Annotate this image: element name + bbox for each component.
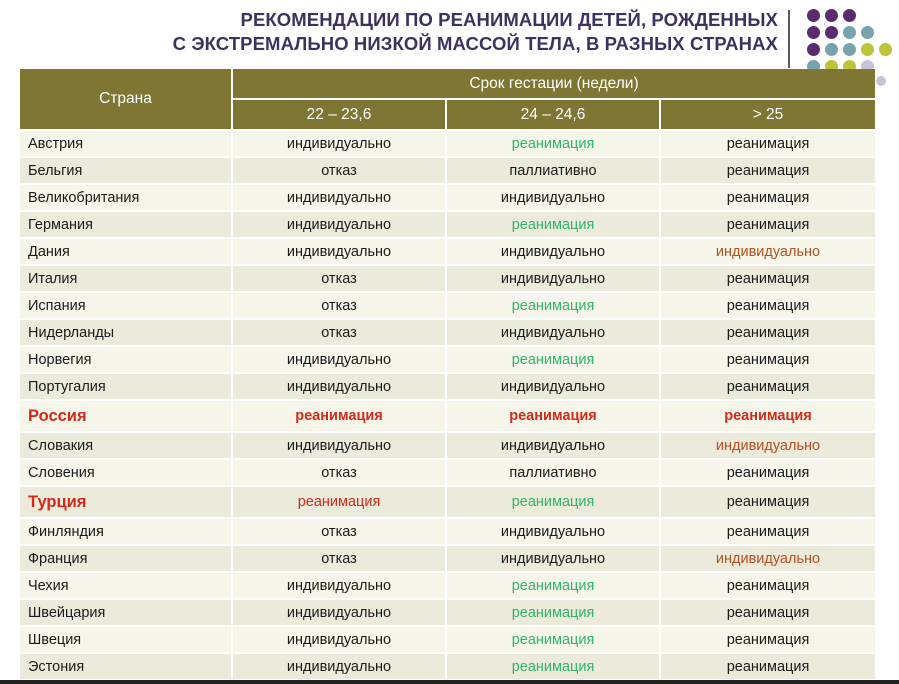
value-cell: реанимация (661, 131, 875, 156)
country-cell: Нидерланды (20, 320, 231, 345)
table-row (20, 600, 875, 625)
table-row (20, 158, 875, 183)
dot-decoration (807, 26, 820, 39)
table-row (20, 654, 875, 679)
country-cell: Норвегия (20, 347, 231, 372)
value-cell: индивидуально (661, 433, 875, 458)
value-cell: отказ (233, 460, 445, 485)
table-row (20, 293, 875, 318)
country-cell: Великобритания (20, 185, 231, 210)
table-row (20, 433, 875, 458)
value-cell: паллиативно (447, 460, 659, 485)
country-cell: Испания (20, 293, 231, 318)
table-row (20, 185, 875, 210)
value-cell: реанимация (661, 487, 875, 517)
dot-decoration (876, 76, 886, 86)
value-cell: отказ (233, 320, 445, 345)
bottom-bar (0, 680, 899, 684)
table-row (20, 401, 875, 431)
title-line-1: РЕКОМЕНДАЦИИ ПО РЕАНИМАЦИИ ДЕТЕЙ, РОЖДЕННЫХ (240, 9, 778, 30)
resuscitation-table (20, 69, 875, 679)
value-cell: индивидуально (447, 374, 659, 399)
value-cell: реанимация (447, 347, 659, 372)
value-cell: реанимация (447, 627, 659, 652)
value-cell: индивидуально (233, 239, 445, 264)
value-cell: реанимация (447, 654, 659, 679)
header-col-2: 24 – 24,6 (447, 100, 659, 129)
value-cell: реанимация (661, 320, 875, 345)
value-cell: индивидуально (447, 546, 659, 571)
table-row (20, 573, 875, 598)
value-cell: реанимация (661, 460, 875, 485)
value-cell: индивидуально (447, 239, 659, 264)
country-cell: Италия (20, 266, 231, 291)
value-cell: реанимация (661, 654, 875, 679)
title-line-2: С ЭКСТРЕМАЛЬНО НИЗКОЙ МАССОЙ ТЕЛА, В РАЗНЫХ СТРАНАХ (172, 33, 778, 54)
title-divider (788, 10, 790, 68)
value-cell: индивидуально (661, 239, 875, 264)
slide-title (60, 8, 778, 56)
table-row (20, 627, 875, 652)
country-cell: Словения (20, 460, 231, 485)
table-row (20, 546, 875, 571)
value-cell: реанимация (661, 401, 875, 431)
table-row (20, 239, 875, 264)
table-header (20, 69, 875, 129)
value-cell: реанимация (447, 401, 659, 431)
dot-decoration (843, 9, 856, 22)
country-cell: Чехия (20, 573, 231, 598)
dot-decoration (825, 26, 838, 39)
value-cell: индивидуально (233, 627, 445, 652)
value-cell: реанимация (447, 573, 659, 598)
value-cell: индивидуально (233, 374, 445, 399)
value-cell: индивидуально (233, 131, 445, 156)
header-col-3: > 25 (661, 100, 875, 129)
header-col-1: 22 – 23,6 (233, 100, 445, 129)
value-cell: реанимация (661, 212, 875, 237)
country-cell: Австрия (20, 131, 231, 156)
country-cell: Эстония (20, 654, 231, 679)
country-cell: Бельгия (20, 158, 231, 183)
value-cell: реанимация (447, 600, 659, 625)
dot-decoration (843, 43, 856, 56)
value-cell: индивидуально (447, 320, 659, 345)
table-row (20, 212, 875, 237)
country-cell: Словакия (20, 433, 231, 458)
table-row (20, 320, 875, 345)
value-cell: индивидуально (233, 212, 445, 237)
country-cell: Португалия (20, 374, 231, 399)
value-cell: индивидуально (447, 266, 659, 291)
value-cell: реанимация (447, 293, 659, 318)
country-cell: Швейцария (20, 600, 231, 625)
dot-decoration (825, 9, 838, 22)
value-cell: индивидуально (233, 185, 445, 210)
table-row (20, 347, 875, 372)
value-cell: отказ (233, 158, 445, 183)
value-cell: реанимация (233, 401, 445, 431)
value-cell: отказ (233, 519, 445, 544)
value-cell: реанимация (661, 185, 875, 210)
value-cell: реанимация (661, 573, 875, 598)
value-cell: реанимация (661, 293, 875, 318)
country-cell: Германия (20, 212, 231, 237)
value-cell: индивидуально (661, 546, 875, 571)
country-cell: Финляндия (20, 519, 231, 544)
dot-decoration (879, 43, 892, 56)
value-cell: отказ (233, 266, 445, 291)
value-cell: индивидуально (447, 185, 659, 210)
value-cell: реанимация (447, 212, 659, 237)
value-cell: реанимация (661, 374, 875, 399)
table-body (20, 131, 875, 679)
value-cell: отказ (233, 293, 445, 318)
value-cell: реанимация (661, 158, 875, 183)
country-cell: Франция (20, 546, 231, 571)
table-row (20, 266, 875, 291)
dot-decoration (843, 26, 856, 39)
value-cell: реанимация (661, 266, 875, 291)
country-cell: Россия (20, 401, 231, 431)
header-country: Страна (20, 69, 231, 129)
dot-decoration (807, 9, 820, 22)
value-cell: отказ (233, 546, 445, 571)
value-cell: реанимация (661, 627, 875, 652)
value-cell: паллиативно (447, 158, 659, 183)
value-cell: реанимация (447, 131, 659, 156)
value-cell: реанимация (233, 487, 445, 517)
value-cell: реанимация (661, 600, 875, 625)
table-row (20, 460, 875, 485)
value-cell: реанимация (661, 347, 875, 372)
dot-decoration (807, 43, 820, 56)
value-cell: реанимация (661, 519, 875, 544)
table-row (20, 131, 875, 156)
value-cell: реанимация (447, 487, 659, 517)
value-cell: индивидуально (233, 654, 445, 679)
header-gestation: Срок гестации (недели) (233, 69, 875, 98)
table-row (20, 374, 875, 399)
country-cell: Дания (20, 239, 231, 264)
dot-decoration (861, 26, 874, 39)
value-cell: индивидуально (447, 519, 659, 544)
dot-decoration (861, 43, 874, 56)
table-row (20, 519, 875, 544)
value-cell: индивидуально (447, 433, 659, 458)
table-row (20, 487, 875, 517)
country-cell: Турция (20, 487, 231, 517)
value-cell: индивидуально (233, 433, 445, 458)
value-cell: индивидуально (233, 347, 445, 372)
value-cell: индивидуально (233, 600, 445, 625)
value-cell: индивидуально (233, 573, 445, 598)
dot-decoration (825, 43, 838, 56)
country-cell: Швеция (20, 627, 231, 652)
